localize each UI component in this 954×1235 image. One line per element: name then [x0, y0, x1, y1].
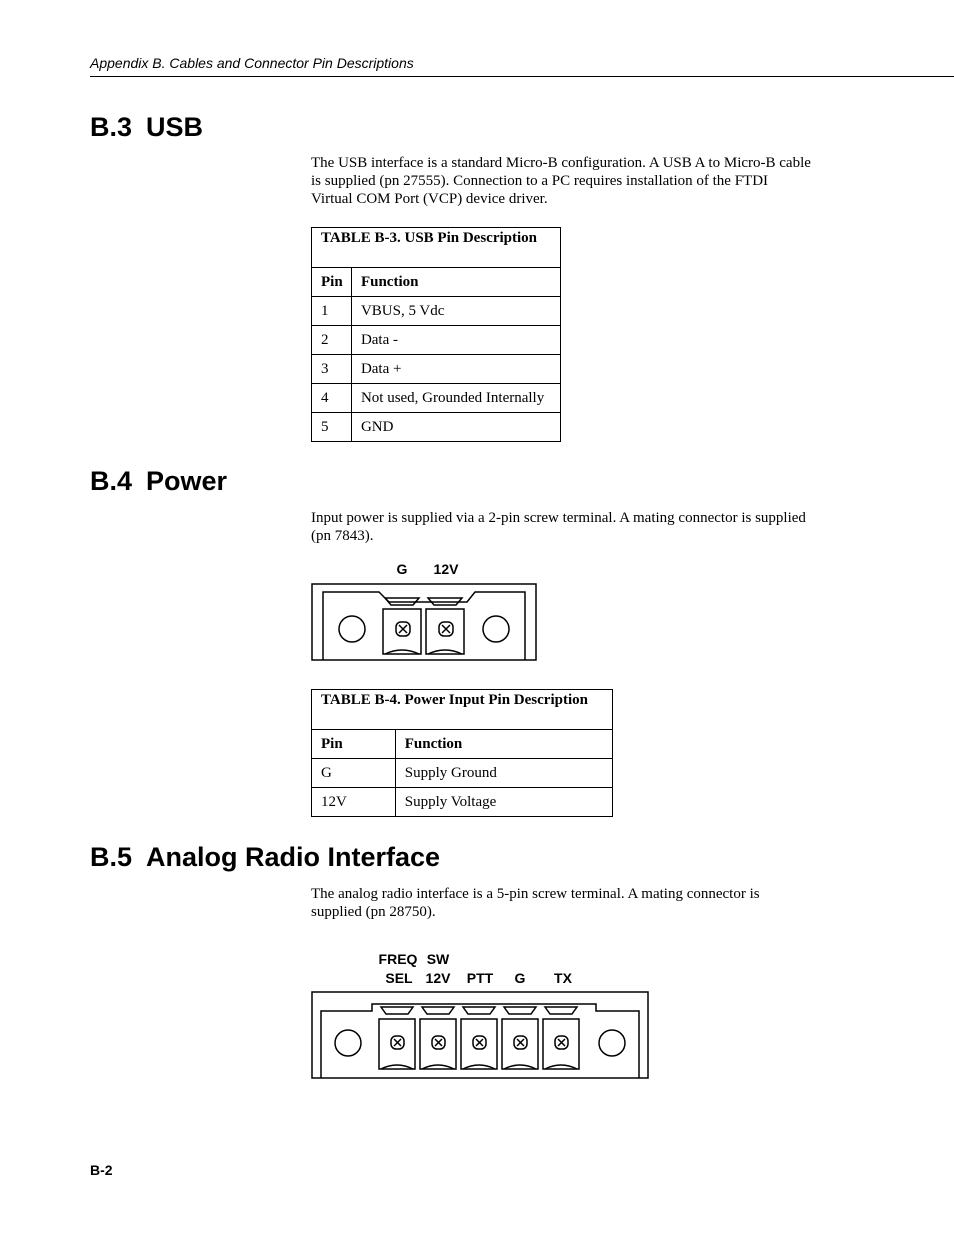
- radio-paragraph: The analog radio interface is a 5-pin screw terminal. A mating connector is supplied (pn 28750).: [311, 886, 760, 920]
- screw-terminal: [461, 1007, 497, 1069]
- running-header: Appendix B. Cables and Connector Pin Descriptions: [90, 55, 954, 77]
- screw-terminal: [379, 1007, 415, 1069]
- screw-terminal: [502, 1007, 538, 1069]
- column-header-function: Function: [351, 268, 560, 297]
- pin-label-12v: 12V: [433, 561, 459, 577]
- section-number: B.3: [90, 112, 133, 142]
- section-title: USB: [146, 112, 204, 142]
- table-caption: TABLE B-3. USB Pin Description: [312, 228, 561, 268]
- pin-cell: 5: [312, 413, 352, 442]
- column-header-pin: Pin: [312, 730, 396, 759]
- pin-cell: 4: [312, 384, 352, 413]
- table-row: [312, 788, 613, 817]
- section-heading-radio: [90, 842, 440, 873]
- column-header-pin: Pin: [312, 268, 352, 297]
- table-row: [312, 413, 561, 442]
- mounting-hole-right: [599, 1030, 625, 1056]
- pin-label-ptt: PTT: [466, 970, 494, 986]
- pin-cell: 3: [312, 355, 352, 384]
- power-paragraph: Input power is supplied via a 2-pin screw terminal. A mating connector is supplied (pn 7843).: [311, 510, 806, 544]
- function-cell: Supply Ground: [395, 759, 612, 788]
- connector-body: [312, 992, 648, 1078]
- connector-body: [312, 584, 536, 660]
- usb-paragraph: The USB interface is a standard Micro-B configuration. A USB A to Micro-B cable is supplied (pn 27555). Connection to a PC requires installation of the FTDI Virtual COM Port (VCP) device driver.: [311, 155, 811, 207]
- function-cell: GND: [351, 413, 560, 442]
- pin-label-12v: 12V: [425, 970, 451, 986]
- usb-pin-table: [311, 227, 561, 442]
- power-pin-table: [311, 689, 613, 817]
- table-row: [312, 355, 561, 384]
- pin-label-freq: FREQ: [378, 951, 418, 967]
- function-cell: Not used, Grounded Internally: [351, 384, 560, 413]
- radio-connector-diagram: [311, 948, 651, 1082]
- pin-label-sel: SEL: [385, 970, 413, 986]
- pin-label-tx: TX: [554, 970, 572, 986]
- mounting-hole-right: [483, 616, 509, 642]
- pin-label-g: G: [396, 561, 408, 577]
- function-cell: Supply Voltage: [395, 788, 612, 817]
- section-number: B.4: [90, 466, 133, 496]
- pin-cell: 12V: [312, 788, 396, 817]
- table-row: [312, 384, 561, 413]
- section-number: B.5: [90, 842, 133, 872]
- screw-terminal: [543, 1007, 579, 1069]
- table-row: [312, 326, 561, 355]
- mounting-hole-left: [339, 616, 365, 642]
- screw-terminal: [383, 598, 421, 654]
- power-connector-diagram: [311, 558, 541, 664]
- function-cell: Data +: [351, 355, 560, 384]
- table-row: [312, 297, 561, 326]
- page-number: B-2: [90, 1162, 113, 1178]
- screw-terminal: [426, 598, 464, 654]
- function-cell: VBUS, 5 Vdc: [351, 297, 560, 326]
- pin-cell: G: [312, 759, 396, 788]
- pin-label-g: G: [514, 970, 526, 986]
- table-caption: TABLE B-4. Power Input Pin Description: [312, 690, 613, 730]
- pin-cell: 1: [312, 297, 352, 326]
- function-cell: Data -: [351, 326, 560, 355]
- section-title: Power: [146, 466, 228, 496]
- table-row: [312, 759, 613, 788]
- pin-label-sw: SW: [426, 951, 450, 967]
- pin-cell: 2: [312, 326, 352, 355]
- section-heading-power: [90, 466, 227, 497]
- screw-terminal: [420, 1007, 456, 1069]
- column-header-function: Function: [395, 730, 612, 759]
- table-header-row: [312, 268, 561, 297]
- section-heading-usb: [90, 112, 203, 143]
- table-header-row: [312, 730, 613, 759]
- mounting-hole-left: [335, 1030, 361, 1056]
- section-title: Analog Radio Interface: [146, 842, 441, 872]
